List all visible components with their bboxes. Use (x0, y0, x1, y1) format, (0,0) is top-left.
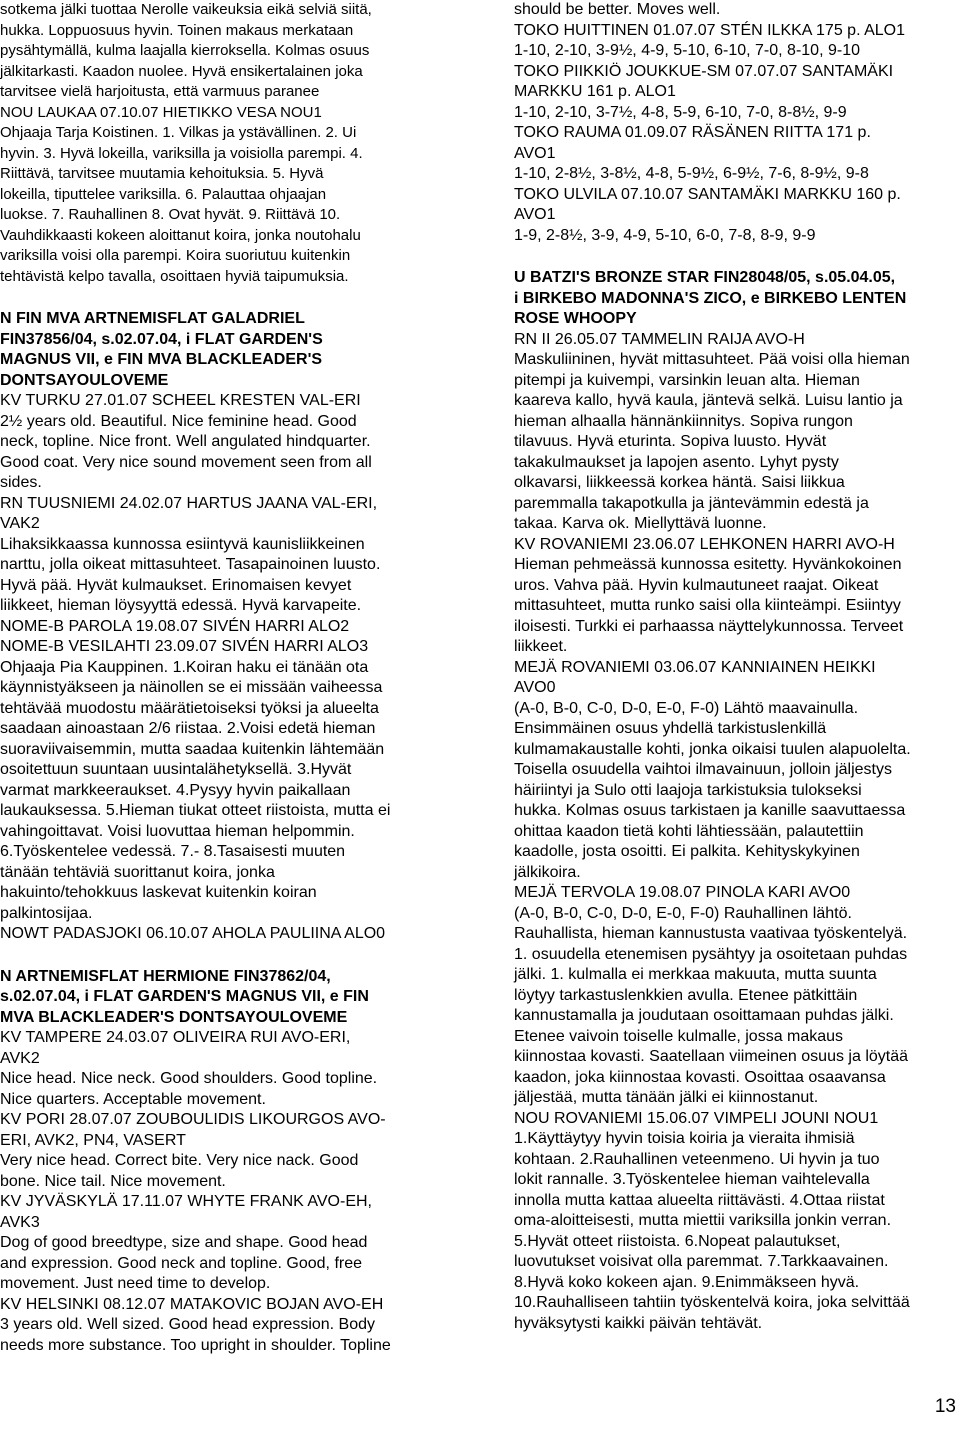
right-paragraph-2: RN II 26.05.07 TAMMELIN RAIJA AVO-H Maskuliininen, hyvät mittasuhteet. Pää voisi olla hieman pitempi ja kuivempi, varsinkin leuan alta. Hieman kaareva kallo, hyvä kaula, jäntevä selkä. Luisu lantio ja hieman alhaalla hännänkiinnitys. Sopiva rungon tilavuus. Hyvä eturinta. Sopiva luusto. Hyvät takakulmaukset ja lapojen asento. Lyhyt pysty olkavarsi, liikkeessä korkea häntä. Saisi liikkua paremmalla takapotkulla ja jäntevämmin edestä ja takaa. Karva ok. Miellyttävä luonne. KV ROVANIEMI 23.06.07 LEHKONEN HARRI AVO-H Hieman pehmeässä kunnossa esitetty. Hyvänkokoinen uros. Vahva pää. Hyvin kulmautuneet raajat. Oikeat mittasuhteet, mutta runko saisi olla kiinteämpi. Esiintyy iloisesti. Turkki ei parhaassa näyttelykunnossa. Terveet liikkeet. MEJÄ ROVANIEMI 03.06.07 KANNIAINEN HEIKKI AVO0 (A-0, B-0, C-0, D-0, E-0, F-0) Lähtö maavainulla. Ensimmäinen osuus yhdellä tarkistuslenkillä kulmamakaustalle kohti, jonka oikaisi tuulen alapuolelta. Toisella osuudella vaihtoi ilmavainuun, jolloin jäljestys häiriintyi ja Sulo otti laajoja tarkistuksia tulokseksi hukka. Kolmas osuus tarkistaen ja kanille saavuttaessa ohittaa kaadon tietä kohti lähtiessään, palautettiin kaadolle, josta osoitti. Ei palkita. Kehityskykyinen jälkikoira. MEJÄ TERVOLA 19.08.07 PINOLA KARI AVO0 (A-0, B-0, C-0, D-0, E-0, F-0) Rauhallinen lähtö. Rauhallista, hieman kannustusta vaativaa työskentelyä. 1. osuudella etenemisen pysähtyy ja osoitetaan puhdas jälki. 1. kulmalla ei merkkaa makuuta, mutta suunta löytyy tarkastuslenkkien avulla. Etenee pätkittäin kannustamalla ja joudutaan osoittamaan puhdas jälki. Etenee vaivoin toiselle kulmalle, jossa makaus kiinnostaa kovasti. Saatellaan viimeinen osuus ja löytää kaadon, joka kiinnostaa kovasti. Osoittaa osaavansa jäljestää, mutta tänään jälki ei kiinnostanut. NOU ROVANIEMI 15.06.07 VIMPELI JOUNI NOU1 1.Käyttäytyy hyvin toisia koiria ja vieraita ihmisiä kohtaan. 2.Rauhallinen veteenmeno. Ui hyvin ja tuo lokit rannalle. 3.Työskentelee hieman vaihtelevalla innolla mutta kattaa alueelta riittävästi. 4.Ottaa riistat oma-aloitteisesti, mutta miettii variksilla jonkin verran. 5.Hyvät otteet riistoista. 6.Nopeat palautukset, luovutukset voisivat olla paremmat. 7.Tarkkaavainen. 8.Hyvä koko kokeen ajan. 9.Enimmäkseen hyvä. 10.Rauhalliseen tahtiin työskentelvä koira, joka selvittää hyväksytysti kaikki päivän tehtävät. (514, 330, 911, 1332)
right-column (514, 0, 960, 1334)
dog-heading-batzi: U BATZI'S BRONZE STAR FIN28048/05, s.05.04.05, i BIRKEBO MADONNA'S ZICO, e BIRKEBO LENTEN ROSE WHOOPY (514, 269, 907, 327)
spacer (514, 246, 960, 268)
spacer (0, 945, 488, 967)
page-number: 13 (934, 1396, 956, 1417)
dog-heading-hermione: N ARTNEMISFLAT HERMIONE FIN37862/04, s.02.07.04, i FLAT GARDEN'S MAGNUS VII, e FIN MVA BLACKLEADER'S DONTSAYOULOVEME (0, 967, 369, 1026)
dog-heading-galadriel: N FIN MVA ARTNEMISFLAT GALADRIEL FIN37856/04, s.02.07.04, i FLAT GARDEN'S MAGNUS VII, e FIN MVA BLACKLEADER'S DONTSAYOULOVEME (0, 310, 323, 389)
right-paragraph-1: should be better. Moves well. TOKO HUITTINEN 01.07.07 STÉN ILKKA 175 p. ALO1 1-10, 2-10, 3-9½, 4-9, 5-10, 6-10, 7-0, 8-10, 9-10 TOKO PIIKKIÖ JOUKKUE-SM 07.07.07 SANTAMÄKI MARKKU 161 p. ALO1 1-10, 2-10, 3-7½, 4-8, 5-9, 6-10, 7-0, 8-8½, 9-9 TOKO RAUMA 01.09.07 RÄSÄNEN RIITTA 171 p. AVO1 1-10, 2-8½, 3-8½, 4-8, 5-9½, 6-9½, 7-6, 8-9½, 9-8 TOKO ULVILA 07.10.07 SANTAMÄKI MARKKU 160 p. AVO1 1-9, 2-8½, 3-9, 4-9, 5-10, 6-0, 7-8, 8-9, 9-9 (514, 1, 905, 244)
left-column (0, 0, 488, 1356)
left-paragraph-4: KV TAMPERE 24.03.07 OLIVEIRA RUI AVO-ERI, AVK2 Nice head. Nice neck. Good shoulders. Good topline. Nice quarters. Acceptable movement. KV PORI 28.07.07 ZOUBOULIDIS LIKOURGOS AVO- ERI, AVK2, PN4, VASERT Very nice head. Correct bite. Very nice nack. Good bone. Nice tail. Nice movement. KV JYVÄSKYLÄ 17.11.07 WHYTE FRANK AVO-EH, AVK3 Dog of good breedtype, size and shape. Good head and expression. Good neck and topline. Good, free movement. Just need time to develop. KV HELSINKI 08.12.07 MATAKOVIC BOJAN AVO-EH 3 years old. Well sized. Good head expression. Body needs more substance. Too upright in shoulder. Topline (0, 1029, 391, 1354)
spacer (0, 287, 488, 309)
left-paragraph-2: NOU LAUKAA 07.10.07 HIETIKKO VESA NOU1 Ohjaaja Tarja Koistinen. 1. Vilkas ja ystävällinen. 2. Ui hyvin. 3. Hyvä lokeilla, variksilla ja voisiolla parempi. 4. Riittävä, tarvitsee muutamia kehoituksia. 5. Hyvä lokeilla, tiputtelee variksilla. 6. Palauttaa ohjaajan luokse. 7. Rauhallinen 8. Ovat hyvät. 9. Riittävä 10. Vauhdikkaasti kokeen aloittanut koira, jonka noutohalu variksilla voisi olla parempi. Koira suoriutuu kuitenkin tehtävistä kelpo tavalla, osoittaen hyviä taipumuksia. (0, 103, 363, 285)
left-paragraph-3: KV TURKU 27.01.07 SCHEEL KRESTEN VAL-ERI 2½ years old. Beautiful. Nice feminine head. Good neck, topline. Nice front. Well angulated hindquarter. Good coat. Very nice sound movement seen from all sides. RN TUUSNIEMI 24.02.07 HARTUS JAANA VAL-ERI, VAK2 Lihaksikkaassa kunnossa esiintyvä kaunisliikkeinen narttu, jolla oikeat mittasuhteet. Tasapainoinen luusto. Hyvä pää. Hyvät kulmaukset. Erinomaisen kevyet liikkeet, hieman löysyyttä edessä. Hyvä karvapeite. NOME-B PAROLA 19.08.07 SIVÉN HARRI ALO2 NOME-B VESILAHTI 23.09.07 SIVÉN HARRI ALO3 Ohjaaja Pia Kauppinen. 1.Koiran haku ei tänään ota käynnistyäkseen ja näinollen se ei missään vaiheessa tehtävää muodostu määrätietoiseksi työksi ja alueelta saadaan ainoastaan 2/6 riistaa. 2.Voisi edetä hieman suoraviivaisemmin, mutta saadaa kuitenkin lähtemään osoitettuun suuntaan uusintalähetyksellä. 3.Hyvät varmat markkeeraukset. 4.Pysyy hyvin paikallaan laukauksessa. 5.Hieman tiukat otteet riistoista, mutta ei vahingoittavat. Voisi luovuttaa hieman helpommin. 6.Työskentelee vedessä. 7.- 8.Tasaisesti muuten tänään tehtäviä suorittanut koira, jonka hakuinto/tehokkuus laskevat kuitenkin koiran palkintosijaa. NOWT PADASJOKI 06.10.07 AHOLA PAULIINA ALO0 (0, 392, 391, 942)
left-paragraph-1: sotkema jälki tuottaa Nerolle vaikeuksia eikä selviä siitä, hukka. Loppuosuus hyvin. Toinen makaus merkataan pysähtymällä, kulma laajalla kierroksella. Kolmas osuus jälkitarkasti. Kaadon nuolee. Hyvä ensikertalainen joka tarvitsee vielä harjoitusta, että varmuus paranee (0, 1, 372, 100)
